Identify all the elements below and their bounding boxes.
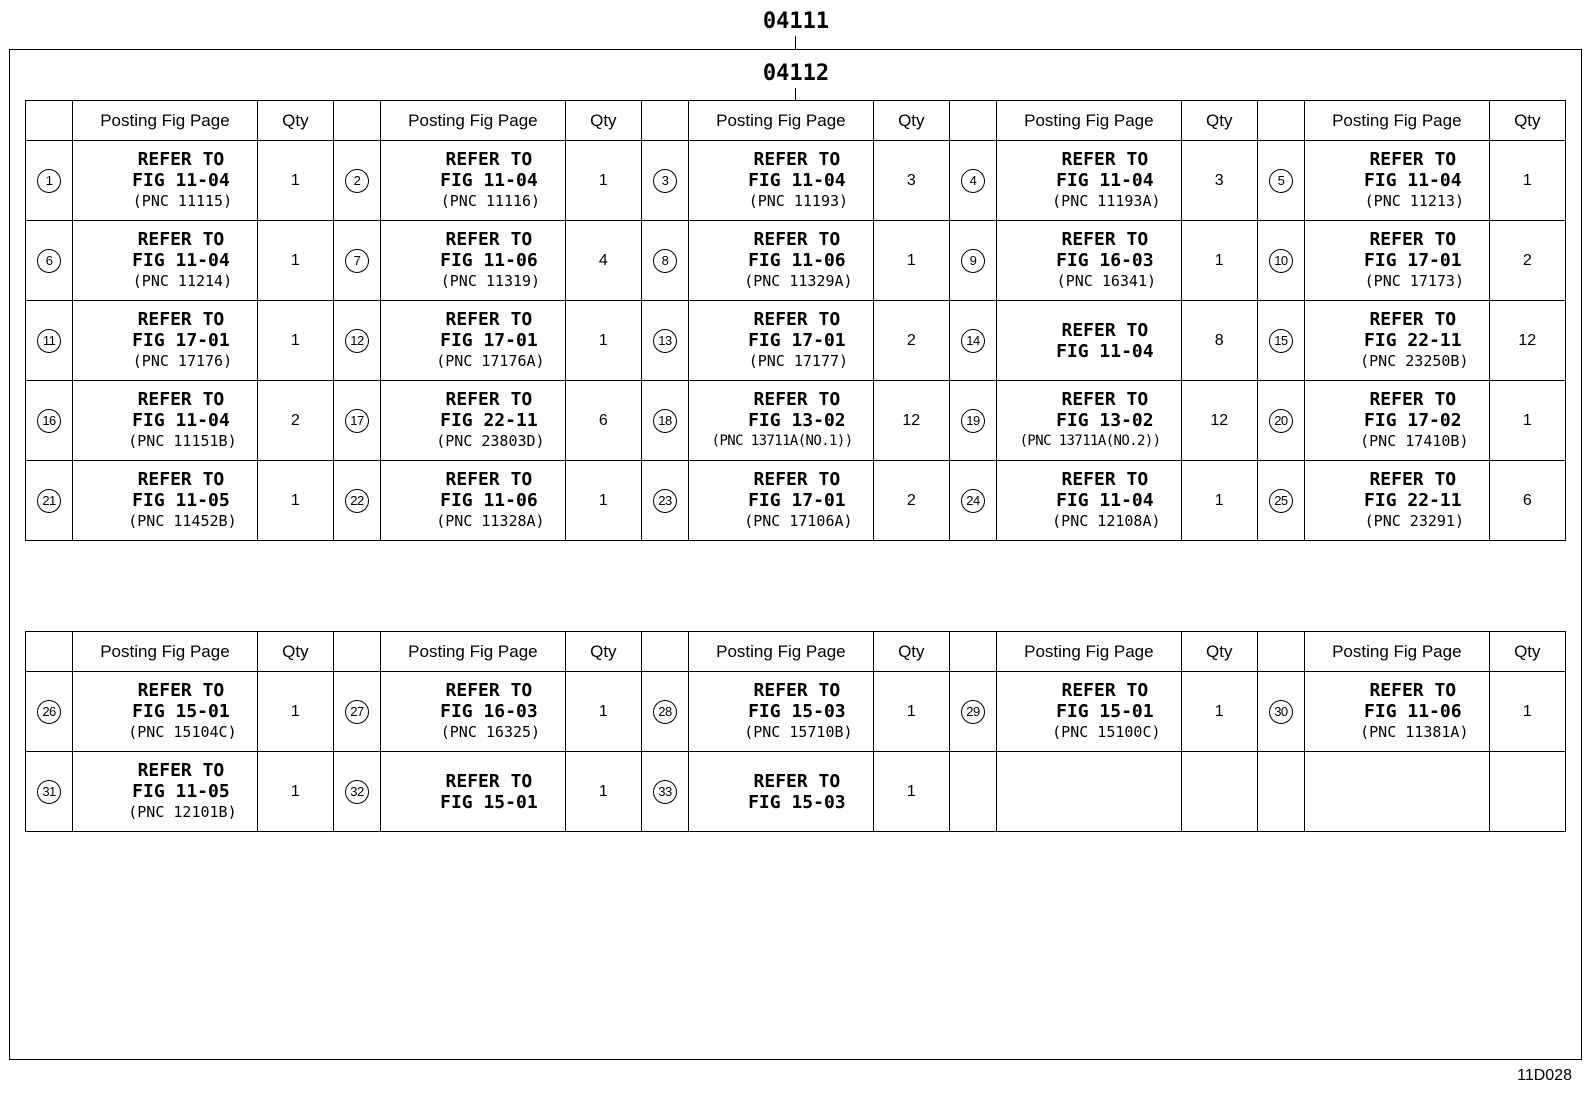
table-row (26, 752, 1566, 832)
qty-cell: 6 (565, 381, 641, 461)
posting-cell (689, 221, 874, 301)
qty-header: Qty (1489, 101, 1565, 141)
qty-cell: 1 (565, 141, 641, 221)
assembly-label-outer: 04111 (762, 9, 830, 34)
refer-to-text: REFER TO (445, 680, 533, 701)
fig-ref-text: FIG 17-01 (748, 490, 846, 511)
qty-cell: 1 (873, 752, 949, 832)
ref-number-header (1257, 101, 1304, 141)
refer-to-text: REFER TO (445, 229, 533, 250)
qty-header: Qty (1181, 101, 1257, 141)
qty-cell: 1 (257, 461, 333, 541)
qty-cell: 2 (873, 461, 949, 541)
table-row (26, 381, 1566, 461)
fig-ref-text: FIG 11-04 (1056, 340, 1154, 362)
pnc-text: (PNC 17176) (132, 352, 233, 370)
ref-number-cell (1257, 381, 1304, 461)
posting-cell (73, 672, 258, 752)
refer-to-text: REFER TO (753, 680, 841, 701)
qty-cell: 1 (1181, 672, 1257, 752)
pnc-text: (PNC 11151B) (128, 432, 237, 450)
qty-cell: 1 (257, 221, 333, 301)
ref-number-badge: 12 (345, 329, 369, 353)
fig-ref-text: FIG 22-11 (440, 410, 538, 431)
qty-header: Qty (873, 632, 949, 672)
refer-to-text: REFER TO (753, 389, 841, 410)
qty-cell: 1 (1181, 461, 1257, 541)
fig-ref-text: FIG 11-06 (440, 250, 538, 271)
pnc-text: (PNC 11328A) (436, 512, 545, 530)
pnc-text: (PNC 11115) (132, 192, 233, 210)
ref-number-badge: 32 (345, 780, 369, 804)
posting-cell (381, 221, 566, 301)
ref-number-cell (26, 301, 73, 381)
posting-cell (689, 672, 874, 752)
pnc-text: (PNC 16325) (440, 723, 541, 741)
qty-header: Qty (1489, 632, 1565, 672)
ref-number-cell (949, 301, 996, 381)
ref-number-badge: 25 (1269, 489, 1293, 513)
fig-ref-text: FIG 11-05 (132, 490, 230, 511)
ref-number-cell (26, 221, 73, 301)
refer-to-text: REFER TO (1061, 469, 1149, 490)
posting-cell (381, 461, 566, 541)
posting-cell (381, 381, 566, 461)
ref-number-badge: 29 (961, 700, 985, 724)
fig-ref-text: FIG 22-11 (1364, 490, 1462, 511)
refer-to-text: REFER TO (1061, 680, 1149, 701)
qty-cell: 12 (873, 381, 949, 461)
ref-number-cell (1257, 301, 1304, 381)
pnc-text: (PNC 17173) (1364, 272, 1464, 290)
qty-cell: 1 (257, 141, 333, 221)
refer-to-text: REFER TO (137, 389, 225, 410)
qty-cell: 1 (257, 752, 333, 832)
ref-number-cell (1257, 141, 1304, 221)
posting-cell (381, 752, 566, 832)
fig-ref-text: FIG 11-04 (1056, 490, 1154, 511)
empty-cell (1181, 752, 1257, 832)
qty-cell: 1 (565, 461, 641, 541)
ref-number-badge: 19 (961, 409, 985, 433)
ref-number-badge: 30 (1269, 700, 1293, 724)
qty-header: Qty (873, 101, 949, 141)
posting-cell (73, 221, 258, 301)
posting-cell (997, 141, 1182, 221)
posting-cell (73, 752, 258, 832)
ref-number-cell (949, 381, 996, 461)
posting-cell (997, 221, 1182, 301)
posting-fig-page-header: Posting Fig Page (73, 632, 258, 672)
posting-cell (381, 672, 566, 752)
qty-cell: 8 (1181, 301, 1257, 381)
ref-number-cell (641, 221, 688, 301)
pnc-text: (PNC 23803D) (436, 432, 545, 450)
ref-number-cell (333, 752, 380, 832)
posting-cell (73, 141, 258, 221)
ref-number-cell (949, 221, 996, 301)
qty-cell: 1 (565, 301, 641, 381)
posting-fig-page-header: Posting Fig Page (689, 101, 874, 141)
ref-number-badge: 31 (37, 780, 61, 804)
table-row (26, 672, 1566, 752)
parts-table-1 (25, 100, 1566, 541)
fig-ref-text: FIG 16-03 (440, 701, 538, 722)
ref-number-header (333, 632, 380, 672)
ref-number-cell (26, 141, 73, 221)
fig-ref-text: FIG 11-06 (440, 490, 538, 511)
ref-number-cell (1257, 221, 1304, 301)
posting-cell (73, 461, 258, 541)
ref-number-cell (333, 381, 380, 461)
ref-number-cell (949, 461, 996, 541)
fig-ref-text: FIG 11-04 (1364, 170, 1462, 191)
fig-ref-text: FIG 15-01 (1056, 701, 1154, 722)
table-row (26, 461, 1566, 541)
qty-cell: 1 (1489, 141, 1565, 221)
ref-number-cell (26, 381, 73, 461)
refer-to-text: REFER TO (137, 229, 225, 250)
empty-cell (949, 752, 996, 832)
ref-number-badge: 20 (1269, 409, 1293, 433)
refer-to-text: REFER TO (1061, 319, 1149, 341)
ref-number-badge: 17 (345, 409, 369, 433)
posting-cell (689, 461, 874, 541)
ref-number-cell (641, 381, 688, 461)
fig-ref-text: FIG 15-01 (132, 701, 230, 722)
refer-to-text: REFER TO (1369, 149, 1457, 170)
fig-ref-text: FIG 11-06 (1364, 701, 1462, 722)
qty-cell: 2 (257, 381, 333, 461)
fig-ref-text: FIG 11-06 (748, 250, 846, 271)
ref-number-badge: 26 (37, 700, 61, 724)
ref-number-header (333, 101, 380, 141)
diagram-code: 11D028 (1517, 1067, 1572, 1084)
pnc-text: (PNC 23250B) (1360, 352, 1469, 370)
fig-ref-text: FIG 15-03 (748, 701, 846, 722)
fig-ref-text: FIG 11-04 (1056, 170, 1154, 191)
refer-to-text: REFER TO (753, 149, 841, 170)
qty-cell: 12 (1489, 301, 1565, 381)
refer-to-text: REFER TO (445, 469, 533, 490)
ref-number-cell (26, 672, 73, 752)
qty-cell: 3 (873, 141, 949, 221)
pnc-text: (PNC 16341) (1056, 272, 1157, 290)
posting-cell (997, 672, 1182, 752)
posting-fig-page-header: Posting Fig Page (73, 101, 258, 141)
table-row (26, 221, 1566, 301)
ref-number-cell (333, 141, 380, 221)
ref-number-header (26, 101, 73, 141)
ref-number-header (641, 101, 688, 141)
posting-fig-page-header: Posting Fig Page (997, 632, 1182, 672)
fig-ref-text: FIG 15-03 (748, 791, 846, 813)
ref-number-header (1257, 632, 1304, 672)
ref-number-badge: 23 (653, 489, 677, 513)
ref-number-cell (333, 301, 380, 381)
posting-cell (73, 381, 258, 461)
pnc-text: (PNC 11452B) (128, 512, 237, 530)
qty-cell: 6 (1489, 461, 1565, 541)
ref-number-badge: 1 (37, 169, 61, 193)
pnc-text: (PNC 11193) (748, 192, 849, 210)
pnc-text: (PNC 11381A) (1360, 723, 1469, 741)
pnc-text: (PNC 11116) (440, 192, 541, 210)
ref-number-badge: 21 (37, 489, 61, 513)
qty-header: Qty (257, 101, 333, 141)
posting-cell (1305, 672, 1490, 752)
posting-fig-page-header: Posting Fig Page (1305, 632, 1490, 672)
ref-number-badge: 15 (1269, 329, 1293, 353)
ref-number-cell (333, 221, 380, 301)
ref-number-badge: 6 (37, 249, 61, 273)
ref-number-header (641, 632, 688, 672)
ref-number-badge: 2 (345, 169, 369, 193)
refer-to-text: REFER TO (753, 229, 841, 250)
qty-cell: 1 (873, 221, 949, 301)
posting-cell (997, 461, 1182, 541)
ref-number-cell (1257, 461, 1304, 541)
refer-to-text: REFER TO (1369, 680, 1457, 701)
ref-number-badge: 4 (961, 169, 985, 193)
refer-to-text: REFER TO (1369, 309, 1457, 330)
fig-ref-text: FIG 17-01 (132, 330, 230, 351)
qty-cell: 1 (257, 301, 333, 381)
ref-number-header (949, 101, 996, 141)
empty-cell (1489, 752, 1565, 832)
fig-ref-text: FIG 15-01 (440, 791, 538, 813)
refer-to-text: REFER TO (1369, 229, 1457, 250)
leader-line-outer (795, 36, 796, 49)
ref-number-badge: 33 (653, 780, 677, 804)
pnc-text: (PNC 15104C) (128, 723, 237, 741)
ref-number-badge: 3 (653, 169, 677, 193)
ref-number-badge: 5 (1269, 169, 1293, 193)
ref-number-cell (641, 141, 688, 221)
refer-to-text: REFER TO (1369, 389, 1457, 410)
header-row (26, 632, 1566, 672)
empty-cell (1257, 752, 1304, 832)
refer-to-text: REFER TO (137, 469, 225, 490)
qty-cell: 1 (873, 672, 949, 752)
posting-cell (689, 301, 874, 381)
refer-to-text: REFER TO (137, 760, 225, 781)
fig-ref-text: FIG 13-02 (748, 410, 846, 431)
posting-fig-page-header: Posting Fig Page (689, 632, 874, 672)
ref-number-badge: 13 (653, 329, 677, 353)
qty-cell: 1 (1489, 381, 1565, 461)
posting-cell (1305, 221, 1490, 301)
qty-cell: 1 (565, 672, 641, 752)
refer-to-text: REFER TO (753, 770, 841, 792)
ref-number-badge: 14 (961, 329, 985, 353)
qty-header: Qty (565, 101, 641, 141)
ref-number-cell (26, 461, 73, 541)
pnc-text: (PNC 15100C) (1052, 723, 1161, 741)
qty-cell: 1 (565, 752, 641, 832)
fig-ref-text: FIG 11-04 (748, 170, 846, 191)
refer-to-text: REFER TO (137, 309, 225, 330)
refer-to-text: REFER TO (753, 309, 841, 330)
posting-cell (73, 301, 258, 381)
ref-number-badge: 8 (653, 249, 677, 273)
empty-cell (997, 752, 1182, 832)
ref-number-badge: 16 (37, 409, 61, 433)
qty-cell: 4 (565, 221, 641, 301)
qty-cell: 2 (1489, 221, 1565, 301)
fig-ref-text: FIG 17-01 (748, 330, 846, 351)
pnc-text: (PNC 12108A) (1052, 512, 1161, 530)
posting-fig-page-header: Posting Fig Page (381, 632, 566, 672)
parts-table-2 (25, 631, 1566, 832)
ref-number-badge: 18 (653, 409, 677, 433)
posting-fig-page-header: Posting Fig Page (381, 101, 566, 141)
posting-cell (1305, 301, 1490, 381)
pnc-text: (PNC 15710B) (744, 723, 853, 741)
ref-number-header (26, 632, 73, 672)
pnc-text: (PNC 13711A(NO.2)) (1019, 433, 1161, 449)
ref-number-header (949, 632, 996, 672)
qty-header: Qty (257, 632, 333, 672)
posting-cell (381, 141, 566, 221)
refer-to-text: REFER TO (445, 389, 533, 410)
qty-header: Qty (1181, 632, 1257, 672)
ref-number-badge: 10 (1269, 249, 1293, 273)
assembly-label-inner: 04112 (762, 61, 830, 86)
ref-number-cell (333, 672, 380, 752)
ref-number-cell (1257, 672, 1304, 752)
ref-number-cell (641, 461, 688, 541)
qty-cell: 12 (1181, 381, 1257, 461)
posting-fig-page-header: Posting Fig Page (1305, 101, 1490, 141)
ref-number-badge: 9 (961, 249, 985, 273)
posting-cell (689, 141, 874, 221)
ref-number-cell (949, 141, 996, 221)
posting-cell (997, 381, 1182, 461)
refer-to-text: REFER TO (1061, 229, 1149, 250)
ref-number-cell (641, 301, 688, 381)
refer-to-text: REFER TO (753, 469, 841, 490)
fig-ref-text: FIG 17-01 (1364, 250, 1462, 271)
fig-ref-text: FIG 11-05 (132, 781, 230, 802)
pnc-text: (PNC 17177) (748, 352, 849, 370)
pnc-text: (PNC 17176A) (436, 352, 545, 370)
fig-ref-text: FIG 16-03 (1056, 250, 1154, 271)
pnc-text: (PNC 23291) (1364, 512, 1464, 530)
qty-cell: 3 (1181, 141, 1257, 221)
pnc-text: (PNC 17410B) (1360, 432, 1469, 450)
qty-cell: 1 (1489, 672, 1565, 752)
ref-number-cell (26, 752, 73, 832)
posting-cell (997, 301, 1182, 381)
qty-cell: 1 (257, 672, 333, 752)
table-row (26, 141, 1566, 221)
posting-cell (1305, 141, 1490, 221)
ref-number-badge: 28 (653, 700, 677, 724)
ref-number-cell (333, 461, 380, 541)
pnc-text: (PNC 11329A) (744, 272, 853, 290)
pnc-text: (PNC 11319) (440, 272, 541, 290)
ref-number-cell (641, 752, 688, 832)
ref-number-badge: 27 (345, 700, 369, 724)
pnc-text: (PNC 11213) (1364, 192, 1464, 210)
posting-cell (689, 752, 874, 832)
posting-cell (1305, 461, 1490, 541)
pnc-text: (PNC 12101B) (128, 803, 237, 821)
pnc-text: (PNC 13711A(NO.1)) (711, 433, 853, 449)
table-row (26, 301, 1566, 381)
ref-number-cell (949, 672, 996, 752)
qty-cell: 2 (873, 301, 949, 381)
refer-to-text: REFER TO (445, 149, 533, 170)
ref-number-cell (641, 672, 688, 752)
fig-ref-text: FIG 11-04 (132, 170, 230, 191)
ref-number-badge: 24 (961, 489, 985, 513)
pnc-text: (PNC 17106A) (744, 512, 853, 530)
ref-number-badge: 22 (345, 489, 369, 513)
header-row (26, 101, 1566, 141)
ref-number-badge: 11 (37, 329, 61, 353)
refer-to-text: REFER TO (1061, 389, 1149, 410)
posting-fig-page-header: Posting Fig Page (997, 101, 1182, 141)
pnc-text: (PNC 11193A) (1052, 192, 1161, 210)
refer-to-text: REFER TO (445, 309, 533, 330)
refer-to-text: REFER TO (137, 149, 225, 170)
fig-ref-text: FIG 11-04 (440, 170, 538, 191)
fig-ref-text: FIG 11-04 (132, 250, 230, 271)
fig-ref-text: FIG 17-02 (1364, 410, 1462, 431)
ref-number-badge: 7 (345, 249, 369, 273)
refer-to-text: REFER TO (1369, 469, 1457, 490)
refer-to-text: REFER TO (1061, 149, 1149, 170)
posting-cell (689, 381, 874, 461)
fig-ref-text: FIG 22-11 (1364, 330, 1462, 351)
refer-to-text: REFER TO (137, 680, 225, 701)
refer-to-text: REFER TO (445, 770, 533, 792)
posting-cell (381, 301, 566, 381)
qty-cell: 1 (1181, 221, 1257, 301)
posting-cell (1305, 381, 1490, 461)
pnc-text: (PNC 11214) (132, 272, 233, 290)
fig-ref-text: FIG 11-04 (132, 410, 230, 431)
qty-header: Qty (565, 632, 641, 672)
fig-ref-text: FIG 17-01 (440, 330, 538, 351)
fig-ref-text: FIG 13-02 (1056, 410, 1154, 431)
empty-cell (1305, 752, 1490, 832)
